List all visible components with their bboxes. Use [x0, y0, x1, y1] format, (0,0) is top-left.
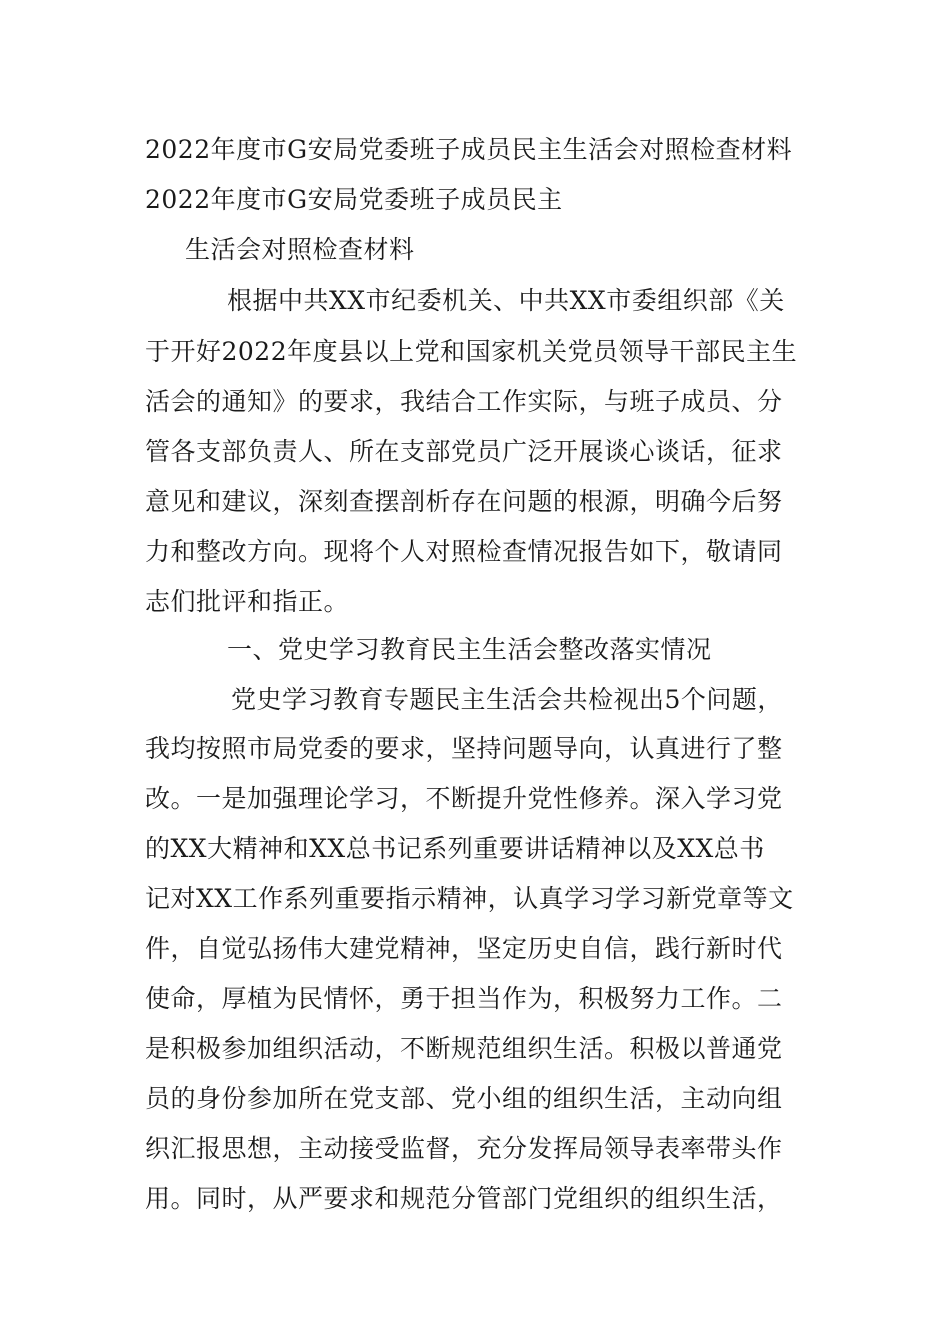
paragraph-2-line-11: 用。同时，从严要求和规范分管部门党组织的组织生活，	[145, 1184, 783, 1213]
document-title-line-3: 生活会对照检查材料	[185, 235, 415, 264]
paragraph-1-line-5: 意见和建议，深刻查摆剖析存在问题的根源，明确今后努	[145, 487, 783, 516]
paragraph-2-line-1: 党史学习教育专题民主生活会共检视出5个问题，	[231, 685, 783, 714]
paragraph-2-line-5: 记对XX工作系列重要指示精神，认真学习学习新党章等文	[145, 884, 794, 913]
paragraph-1-line-1: 根据中共XX市纪委机关、中共XX市委组织部《关	[227, 286, 785, 315]
paragraph-2-line-10: 织汇报思想，主动接受监督，充分发挥局领导表率带头作	[145, 1134, 783, 1163]
paragraph-2-line-7: 使命，厚植为民情怀，勇于担当作为，积极努力工作。二	[145, 984, 783, 1013]
document-title-line-2: 2022年度市G安局党委班子成员民主	[145, 185, 563, 214]
section-heading-1: 一、党史学习教育民主生活会整改落实情况	[227, 635, 712, 664]
paragraph-1-line-7: 志们批评和指正。	[145, 587, 350, 616]
paragraph-2-line-6: 件，自觉弘扬伟大建党精神，坚定历史自信，践行新时代	[145, 934, 783, 963]
paragraph-2-line-8: 是积极参加组织活动，不断规范组织生活。积极以普通党	[145, 1034, 783, 1063]
paragraph-1-line-4: 管各支部负责人、所在支部党员广泛开展谈心谈话，征求	[145, 437, 783, 466]
document-title-line-1: 2022年度市G安局党委班子成员民主生活会对照检查材料	[145, 135, 793, 164]
paragraph-2-line-2: 我均按照市局党委的要求，坚持问题导向，认真进行了整	[145, 734, 783, 763]
paragraph-1-line-2: 于开好2022年度县以上党和国家机关党员领导干部民主生	[145, 337, 798, 366]
paragraph-1-line-3: 活会的通知》的要求，我结合工作实际，与班子成员、分	[145, 387, 783, 416]
paragraph-1-line-6: 力和整改方向。现将个人对照检查情况报告如下，敬请同	[145, 537, 783, 566]
paragraph-2-line-3: 改。一是加强理论学习，不断提升党性修养。深入学习党	[145, 784, 783, 813]
paragraph-2-line-9: 员的身份参加所在党支部、党小组的组织生活，主动向组	[145, 1084, 783, 1113]
paragraph-2-line-4: 的XX大精神和XX总书记系列重要讲话精神以及XX总书	[145, 834, 765, 863]
